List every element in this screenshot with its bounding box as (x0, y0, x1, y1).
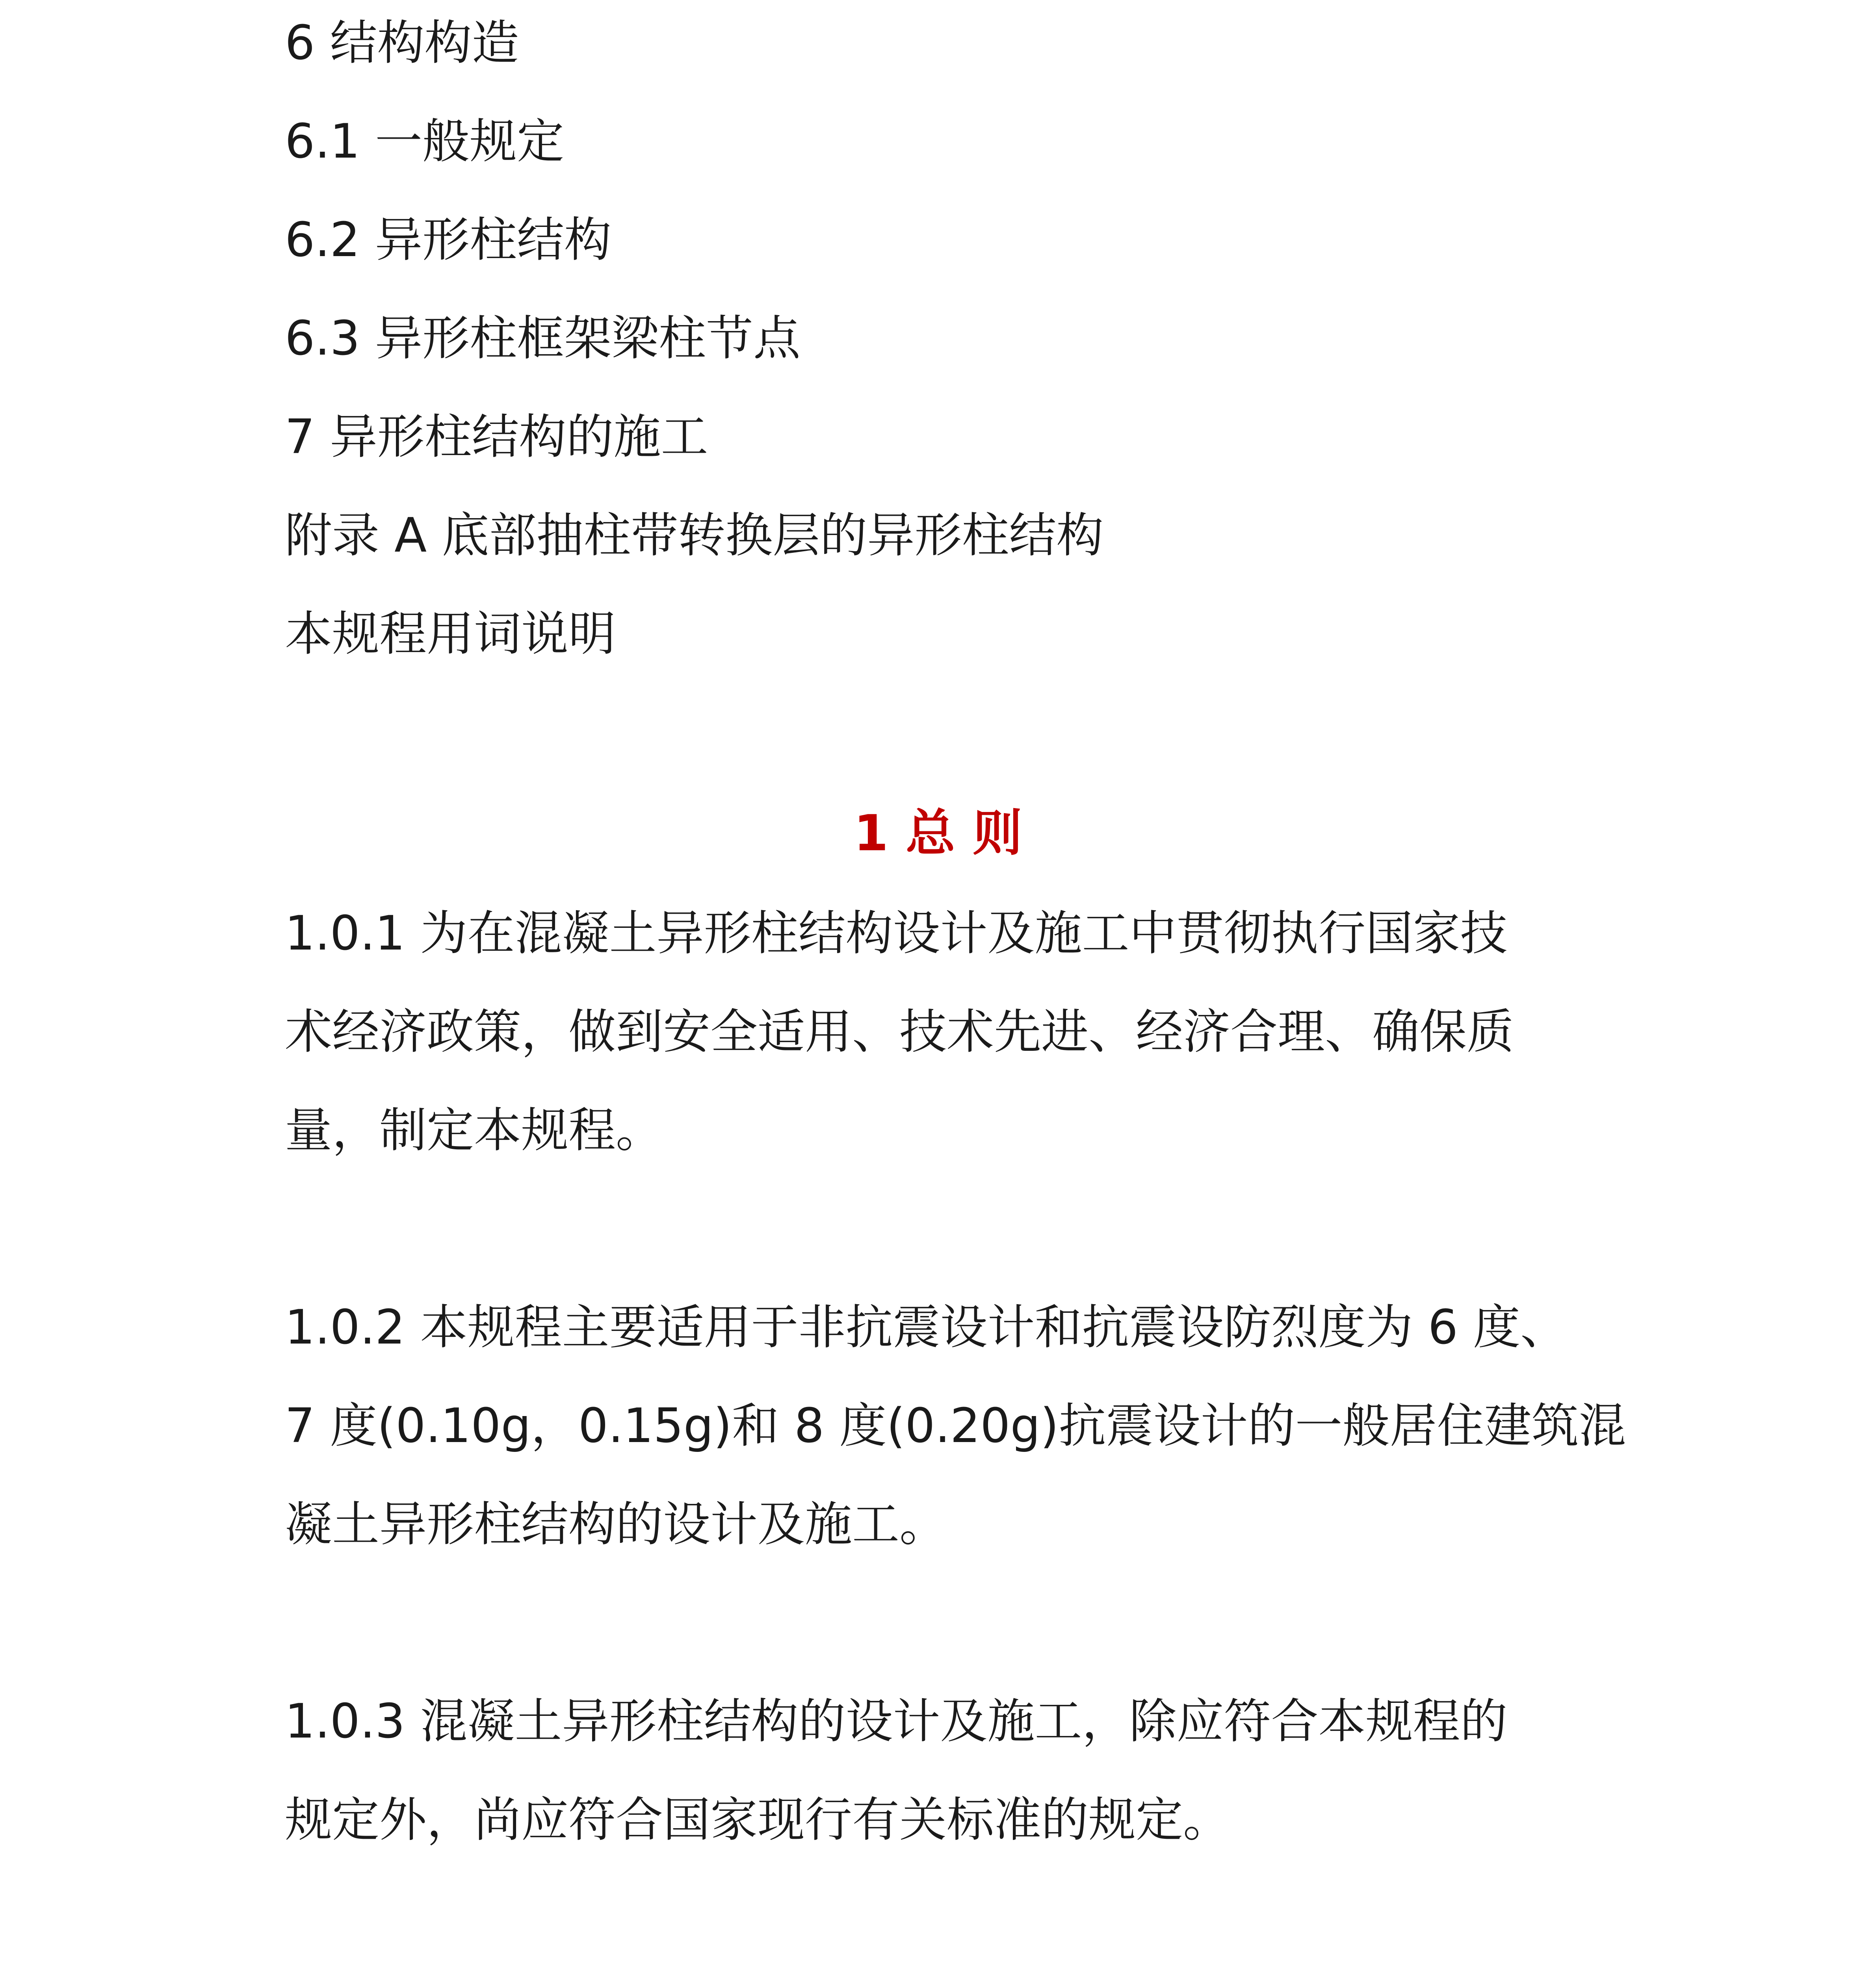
section-1-heading: 1 总 则 (854, 804, 1022, 862)
toc-item-7: 7 异形柱结构的施工 (285, 410, 708, 465)
para-1-0-2-line-1: 1.0.2 本规程主要适用于非抗震设计和抗震设防烈度为 6 度、 (285, 1300, 1568, 1355)
toc-item-6-3: 6.3 异形柱框架梁柱节点 (285, 311, 801, 366)
para-1-0-2-line-3: 凝土异形柱结构的设计及施工。 (285, 1497, 947, 1552)
para-1-0-1-line-1: 1.0.1 为在混凝土异形柱结构设计及施工中贯彻执行国家技 (285, 906, 1508, 961)
toc-item-6-1: 6.1 一般规定 (285, 114, 564, 169)
toc-item-wording: 本规程用词说明 (285, 607, 616, 662)
para-1-0-3-line-2: 规定外，尚应符合国家现行有关标准的规定。 (285, 1793, 1230, 1847)
toc-item-appendix-a: 附录 A 底部抽柱带转换层的异形柱结构 (285, 508, 1104, 563)
para-1-0-3-line-1: 1.0.3 混凝土异形柱结构的设计及施工，除应符合本规程的 (285, 1694, 1508, 1749)
toc-item-6-2: 6.2 异形柱结构 (285, 213, 611, 268)
para-1-0-1-line-3: 量，制定本规程。 (285, 1103, 663, 1158)
toc-item-6: 6 结构构造 (285, 16, 519, 71)
para-1-0-1-line-2: 术经济政策，做到安全适用、技术先进、经济合理、确保质 (285, 1005, 1514, 1059)
para-1-0-2-line-2: 7 度(0.10g，0.15g)和 8 度(0.20g)抗震设计的一般居住建筑混 (285, 1399, 1626, 1453)
